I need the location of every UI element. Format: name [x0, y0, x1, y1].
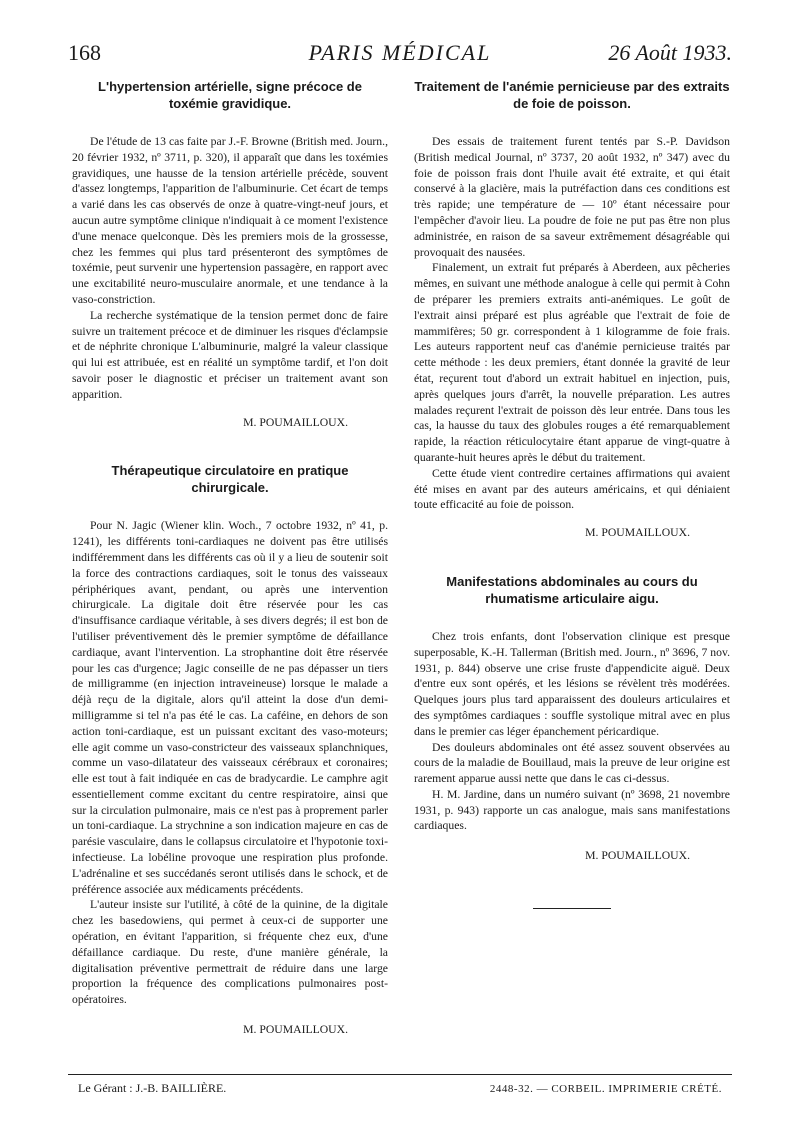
divider [533, 908, 611, 909]
article-hypertension [72, 78, 388, 430]
journal-title: PARIS MÉDICAL [308, 40, 492, 65]
page-header [68, 40, 732, 74]
paragraph: Chez trois enfants, dont l'observation clinique est presque superposable, K.-H. Tallerman (British med. Journ., nº 3696, 7 nov. 1931, p. 844) observe une crise fruste d'appendicite aiguë. Deux d'entre eux sont opérés, et les lésions se révèlent très modérées. Quelques jours plus tard apparaissent des douleurs articulaires et des symptômes cardiaques : souffle systolique mitral avec en plus dans le premier cas léger épanchement péricardique. [414, 629, 730, 738]
paragraph: Des essais de traitement furent tentés par S.-P. Davidson (British medical Journal, nº 3737, 20 août 1932, nº 347) avec du foie de poisson frais dont l'huile avait été extraite, et qui était conservé à la glacière, mais la putréfaction dans ces conditions est très rapide; une température de — 10º étant nécessaire pour l'empêcher d'avoir lieu. La poudre de foie ne put pas être non plus administrée, en raison de sa saveur extrêmement désagréable qui provoquait des nausées. [414, 135, 730, 259]
article-title: L'hypertension artérielle, signe précoce de toxémie gravidique. [98, 79, 362, 111]
signature: M. POUMAILLOUX. [243, 415, 348, 429]
article-manifestations [414, 573, 730, 909]
article-therapeutique [72, 462, 388, 1038]
article-title: Thérapeutique circulatoire en pratique chirurgicale. [111, 463, 349, 496]
signature: M. POUMAILLOUX. [585, 849, 690, 863]
signature: M. POUMAILLOUX. [585, 526, 690, 540]
paragraph: H. M. Jardine, dans un numéro suivant (nº 3698, 21 novembre 1931, p. 943) rapporte un cas analogue, mais sans manifestations cardiaques. [414, 787, 730, 833]
right-column [414, 78, 730, 909]
paragraph: Finalement, un extrait fut préparés à Aberdeen, aux pêcheries mêmes, en suivant une méthode analogue à celle qui permit à Cohn de préparer les premiers extraits anti-anémiques. Le goût de l'extrait ainsi préparé est plus agréable que l'extrait de foie de mammifères; 50 gr. correspondent à 1 kilogramme de foie frais. Les auteurs rapportent neuf cas d'anémie pernicieuse traités par cette méthode : les deux premiers, étant donnée la gravité de leur état, reçurent tout d'abord un extrait habituel en injection, puis, après quelques jours d'arrêt, la nouvelle préparation. Les autres malades reçurent l'extrait de poisson dès leur entrée. Dans tous les cas, la hausse du taux des globules rouges a été remarquablement rapide, la réaction réticulocytaire étant apparue de vingt-quatre à quarante-huit heures après le début du traitement. [414, 261, 730, 464]
page-footer [68, 1074, 732, 1095]
paragraph: Cette étude vient contredire certaines affirmations qui avaient été mises en avant par des auteurs américains, et qui déniaient toute efficacité au foie de poisson. [414, 466, 730, 512]
paragraph: La recherche systématique de la tension permet donc de faire suivre un traitement précoce et de diminuer les risques d'éclampsie et de néphrite chronique L'albuminurie, malgré la valeur classique qui lui est attribuée, est en réalité un symptôme tardif, et l'on doit savoir poser le diagnostic et préciser un traitement avant son apparition. [72, 308, 388, 401]
paragraph: De l'étude de 13 cas faite par J.-F. Browne (British med. Journ., 20 février 1932, nº 3711, p. 320), il apparaît que dans les toxémies gravidiques, une hausse de la tension artérielle précède, souvent d'assez longtemps, l'apparition de l'albuminurie. Cet écart de temps a varié dans les cas observés de onze à quatre-vingt-neuf jours, et aucun autre symptôme clinique n'indiquait à ce moment l'existence d'une menace quelconque. Dès les premiers mois de la grossesse, chez les femmes qui plus tard présenteront des symptômes de toxémie, peut survenir une hypertension passagère, en rapport avec une excitabilité neuro-musculaire anormale, et une tendance à la vaso-constriction. [72, 135, 388, 306]
page-number: 168 [68, 40, 101, 65]
issue-date: 26 Août 1933. [608, 40, 732, 65]
paragraph: L'auteur insiste sur l'utilité, à côté de la quinine, de la digitale chez les basedowiens, qui permet à ceux-ci de supporter une opération, en évitant l'apparition, si fréquente chez eux, d'une défaillance cardiaque. Du reste, d'une manière générale, la digitalisation préventive permettrait de réduire dans une large proportion la fréquence des complications pulmonaires post-opératoires. [72, 898, 388, 1007]
article-title: Manifestations abdominales au cours du rhumatisme articulaire aigu. [446, 573, 698, 606]
left-column [72, 78, 388, 1038]
signature: M. POUMAILLOUX. [243, 1023, 348, 1037]
article-anemie [414, 78, 730, 541]
paragraph: Des douleurs abdominales ont été assez souvent observées au cours de la maladie de Bouillaud, mais la preuve de leur origine est rarement apparue aussi nette que dans le cas ci-dessus. [414, 740, 730, 786]
gerant-credit: Le Gérant : J.-B. BAILLIÈRE. [78, 1081, 227, 1095]
article-title: Traitement de l'anémie pernicieuse par des extraits de foie de poisson. [414, 79, 730, 111]
paragraph: Pour N. Jagic (Wiener klin. Woch., 7 octobre 1932, nº 41, p. 1241), les différents toni-cardiaques ne doivent pas être utilisés indifféremment dans les différents cas où il y a lieu de soutenir soit la force des contractions cardiaques, soit le tonus des vaisseaux périphériques avant, pendant, ou après une intervention chirurgicale. La digitale doit être réservée pour les cas d'insuffisance cardiaque véritable, à ses divers degrés; il est bon de l'utiliser préventivement dès le premier symptôme de défaillance cardiaque, avant l'intervention. La strophantine doit être réservée pour les cas d'urgence; Jagic conseille de ne pas dépasser un tiers de milligramme (en injection intraveineuse) lorsque le malade a déjà reçu de la digitale, alors qu'il atteint la dose d'un demi-milligramme si tel n'a pas été le cas. La caféine, en dehors de son action toni-cardiaque, est un puissant excitant des vaso-moteurs; elle agit comme un vaso-constricteur des vaisseaux splanchniques, comme un vaso-dilatateur des vaisseaux cérébraux et coronaires; elle est tout à fait indiquée en cas de bradycardie. Le camphre agit essentiellement comme excitant du centre respiratoire, ainsi que sur la circulation pulmonaire, mais ce n'est pas à proprement parler un toni-cardiaque. La strychnine a son indication majeure en cas de parésie vasculaire, dans le collapsus circulatoire et l'hypotonie toxi-infectieuse. La lobéline provoque une respiration plus profonde. L'adrénaline et ses succédanés seront utilisés dans le schock, et de préférence associée aux médicaments précédents. [72, 519, 388, 896]
printer-credit: 2448-32. — CORBEIL. IMPRIMERIE CRÉTÉ. [489, 1083, 722, 1095]
